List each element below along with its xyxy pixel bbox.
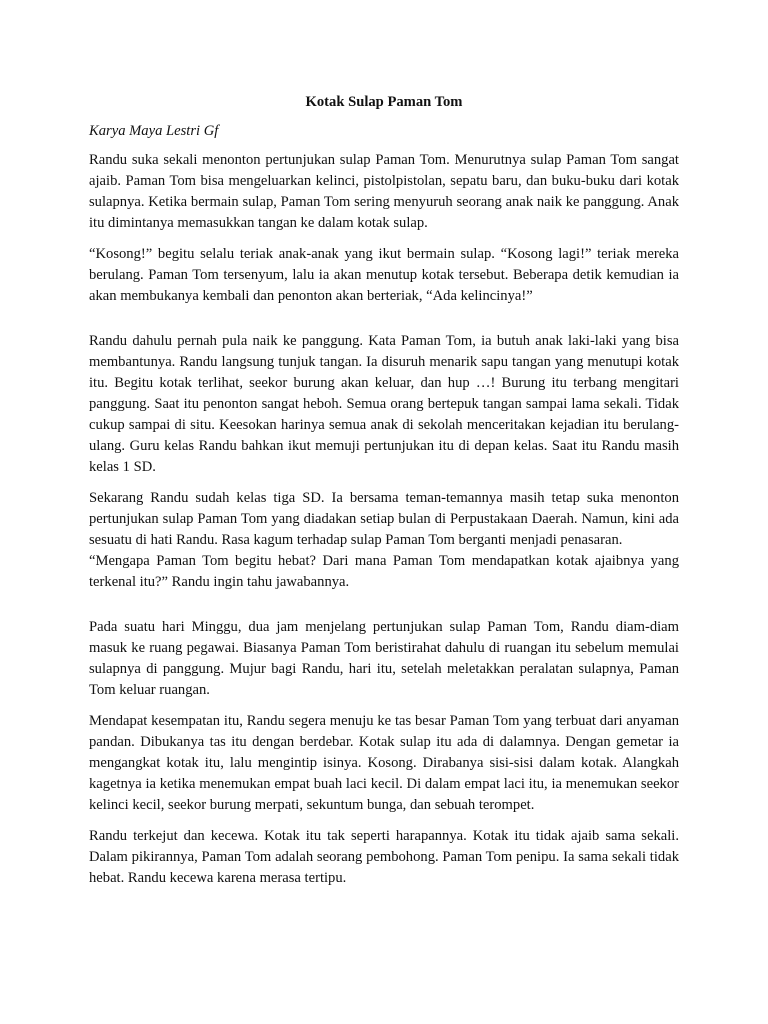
paragraph-5: “Mengapa Paman Tom begitu hebat? Dari mana Paman Tom mendapatkan kotak ajaibnya yang terkenal itu?” Randu ingin tahu jawabannya. [89,553,679,590]
document-body [89,92,679,899]
paragraph-2: “Kosong!” begitu selalu teriak anak-anak yang ikut bermain sulap. “Kosong lagi!” teriak mereka berulang. Paman Tom tersenyum, lalu ia akan menutup kotak tersebut. Beberapa detik kemudian ia akan membukanya kembali dan penonton akan berteriak, “Ada kelincinya!” [89,246,679,304]
story-title: Kotak Sulap Paman Tom [305,94,463,110]
paragraph-8: Randu terkejut dan kecewa. Kotak itu tak seperti harapannya. Kotak itu tidak ajaib sama sekali. Dalam pikirannya, Paman Tom adalah seorang pembohong. Paman Tom penipu. Ia sama sekali tidak hebat. Randu kecewa karena merasa tertipu. [89,828,679,886]
paragraph-3: Randu dahulu pernah pula naik ke panggung. Kata Paman Tom, ia butuh anak laki-laki yang bisa membantunya. Randu langsung tunjuk tangan. Ia disuruh menarik sapu tangan yang menutupi kotak itu. Begitu kotak terlihat, seekor burung akan keluar, dan hup …! Burung itu terbang mengitari panggung. Saat itu penonton sangat heboh. Semua orang bertepuk tangan sampai lama sekali. Tidak cukup sampai di situ. Keesokan harinya semua anak di sekolah menceritakan kejadian itu berulang-ulang. Guru kelas Randu bahkan ikut memuji pertunjukan itu di depan kelas. Saat itu Randu masih kelas 1 SD. [89,333,679,475]
paragraph-6: Pada suatu hari Minggu, dua jam menjelang pertunjukan sulap Paman Tom, Randu diam-diam masuk ke ruang pegawai. Biasanya Paman Tom beristirahat dahulu di ruangan itu sebelum memulai sulapnya di panggung. Mujur bagi Randu, hari itu, setelah meletakkan peralatan sulapnya, Paman Tom keluar ruangan. [89,619,679,698]
paragraph-4: Sekarang Randu sudah kelas tiga SD. Ia bersama teman-temannya masih tetap suka menonton pertunjukan sulap Paman Tom yang diadakan setiap bulan di Perpustakaan Daerah. Namun, kini ada sesuatu di hati Randu. Rasa kagum terhadap sulap Paman Tom berganti menjadi penasaran. [89,490,679,548]
paragraph-7: Mendapat kesempatan itu, Randu segera menuju ke tas besar Paman Tom yang terbuat dari anyaman pandan. Dibukanya tas itu dengan berdebar. Kotak sulap itu ada di dalamnya. Dengan gemetar ia mengangkat kotak itu, lalu mengintip isinya. Kosong. Dirabanya sisi-sisi dalam kotak. Alangkah kagetnya ia ketika menemukan empat buah laci kecil. Di dalam empat laci itu, ia menemukan seekor kelinci kecil, seekor burung merpati, sekuntum bunga, dan sebuah terompet. [89,713,679,813]
story-author: Karya Maya Lestri Gf [89,123,219,139]
paragraph-1: Randu suka sekali menonton pertunjukan sulap Paman Tom. Menurutnya sulap Paman Tom sangat ajaib. Paman Tom bisa mengeluarkan kelinci, pistolpistolan, sepatu baru, dan buku-buku dari kotak sulapnya. Ketika bermain sulap, Paman Tom sering menyuruh seorang anak naik ke panggung. Anak itu dimintanya memasukkan tangan ke dalam kotak sulap. [89,152,679,231]
